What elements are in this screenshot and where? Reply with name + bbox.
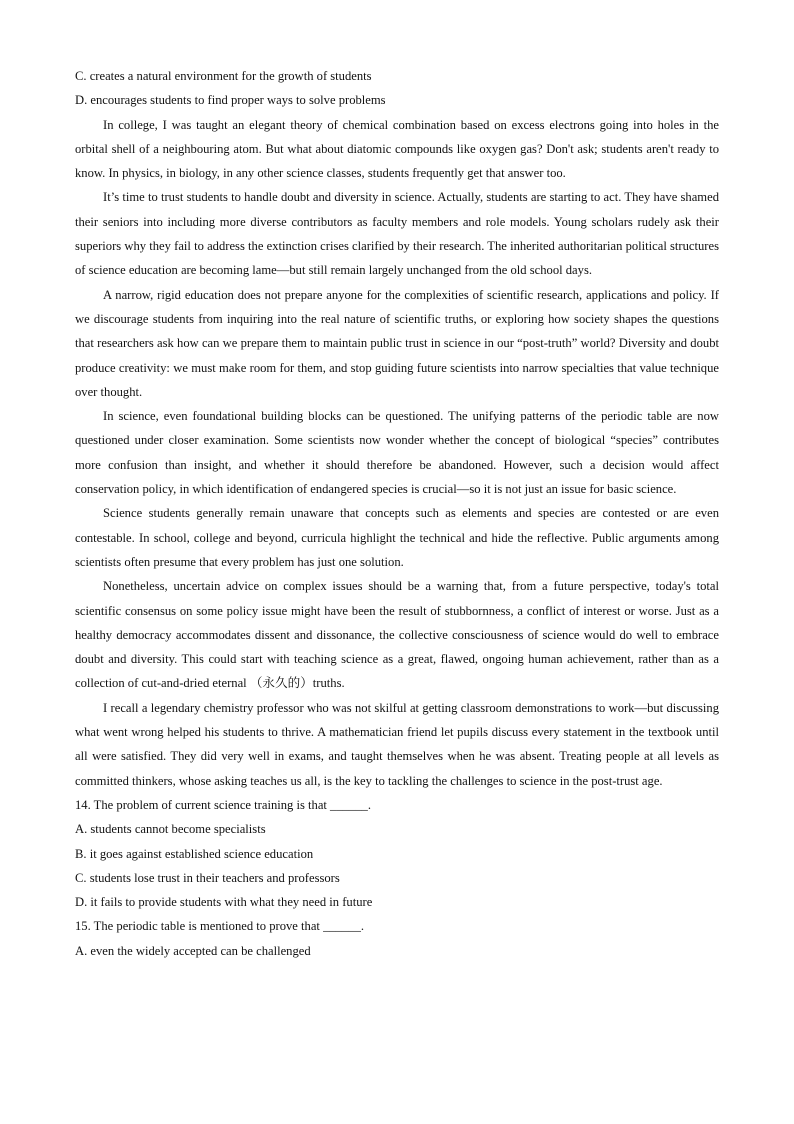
question-14-option-b: B. it goes against established science education — [75, 846, 314, 861]
question-15-stem: 15. The periodic table is mentioned to prove that ______. — [75, 919, 365, 934]
question-14-stem: 14. The problem of current science training is that ______. — [75, 797, 371, 812]
paragraph-5: Science students generally remain unaware that concepts such as elements and species are contested or are even contestable. In school, college and beyond, curricula highlight the technical and hide the reflective. Public arguments among scientists often presume that every problem has just one solution. — [75, 506, 719, 569]
question-14-option-c: C. students lose trust in their teachers and professors — [75, 870, 340, 885]
question-15-option-a: A. even the widely accepted can be challenged — [75, 943, 311, 958]
paragraph-7: I recall a legendary chemistry professor who was not skilful at getting classroom demonstrations to work—but discussing what went wrong helped his students to thrive. A mathematician friend let pupils discuss every statement in the textbook until all were satisfied. They did very well in exams, and taught themselves when he was absent. Treating people at all levels as committed thinkers, whose asking teaches us all, is the key to tackling the challenges to science in the post-trust age. — [75, 700, 719, 788]
paragraph-4: In science, even foundational building blocks can be questioned. The unifying patterns of the periodic table are now questioned under closer examination. Some scientists now wonder whether the concept of biological “species” contributes more confusion than insight, and whether it should therefore be abandoned. However, such a decision would affect conservation policy, in which identification of endangered species is crucial—so it is not just an issue for basic science. — [75, 409, 719, 497]
paragraph-3: A narrow, rigid education does not prepare anyone for the complexities of scientific research, applications and policy. If we discourage students from inquiring into the real nature of scientific truths, or exploring how society shapes the questions that researchers ask how can we prepare them to maintain public trust in science in our “post-truth” world? Diversity and doubt produce creativity: we must make room for them, and stop guiding future scientists into narrow specialties that value technique over thought. — [75, 287, 719, 399]
document-page — [75, 64, 719, 963]
paragraph-6: Nonetheless, uncertain advice on complex issues should be a warning that, from a future perspective, today's total scientific consensus on some policy issue might have been the result of stubbornness, a conflict of interest or worse. Just as a healthy democracy accommodates dissent and dissonance, the collective consciousness of science would do well to embrace doubt and diversity. This could start with teaching science as a great, flawed, ongoing human achievement, rather than as a collection of cut-and-dried eternal （永久的）truths. — [75, 579, 719, 691]
question-14-option-d: D. it fails to provide students with what they need in future — [75, 895, 373, 910]
paragraph-1: In college, I was taught an elegant theory of chemical combination based on excess electrons going into holes in the orbital shell of a neighbouring atom. But what about diatomic compounds like oxygen gas? Don't ask; students aren't ready to know. In physics, in biology, in any other science classes, students frequently get that answer too. — [75, 117, 719, 181]
question-14-option-a: A. students cannot become specialists — [75, 822, 266, 837]
option-d-prev: D. encourages students to find proper ways to solve problems — [75, 93, 386, 108]
paragraph-2: It’s time to trust students to handle doubt and diversity in science. Actually, students are starting to act. They have shamed their seniors into including more diverse contributors as faculty members and role models. Young scholars rudely ask their superiors why they fail to address the extinction crises clarified by their research. The inherited authoritarian political structures of science education are becoming lame—but still remain largely unchanged from the old school days. — [75, 190, 719, 278]
option-c-prev: C. creates a natural environment for the growth of students — [75, 69, 372, 83]
